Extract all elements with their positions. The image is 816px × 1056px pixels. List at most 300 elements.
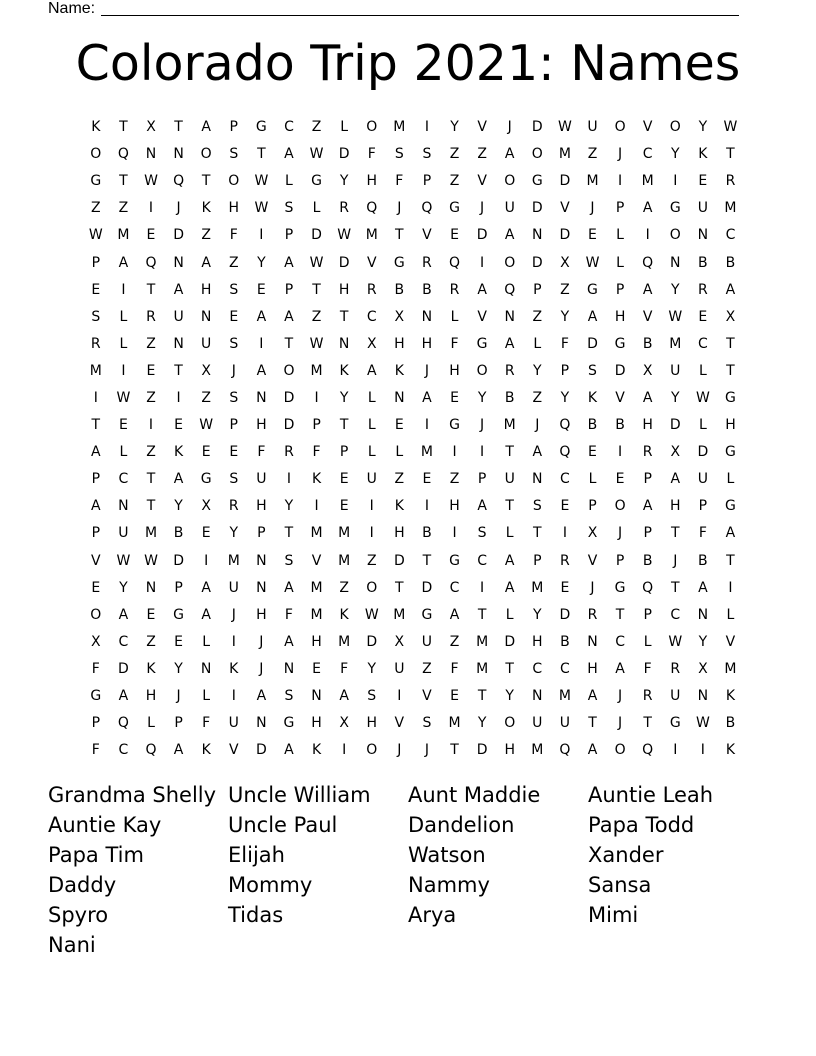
grid-letter: A [256, 688, 267, 705]
grid-row [82, 114, 745, 141]
grid-letter: P [91, 715, 101, 732]
grid-letter: A [118, 688, 129, 705]
grid-letter: U [670, 362, 681, 379]
grid-letter: U [504, 471, 515, 488]
grid-letter: S [284, 200, 294, 217]
grid-letter: X [725, 308, 736, 325]
grid-letter: I [148, 417, 154, 434]
grid-row [82, 439, 745, 466]
grid-letter: L [533, 335, 542, 352]
grid-letter: P [284, 281, 294, 298]
grid-letter: K [725, 688, 736, 705]
grid-letter: J [618, 688, 623, 705]
word-list-item: Uncle Paul [228, 813, 338, 837]
grid-letter: I [148, 200, 154, 217]
grid-letter: I [424, 417, 429, 434]
grid-letter: M [338, 552, 351, 569]
grid-letter: G [393, 254, 405, 271]
grid-row [82, 737, 745, 764]
grid-letter: O [366, 119, 378, 136]
grid-row [82, 358, 745, 385]
grid-letter: W [254, 173, 269, 190]
grid-letter: D [173, 227, 184, 244]
grid-letter: I [121, 281, 126, 298]
grid-letter: F [284, 606, 293, 623]
grid-letter: O [614, 742, 626, 759]
grid-letter: J [397, 742, 402, 759]
grid-letter: T [477, 688, 487, 705]
grid-letter: P [91, 525, 101, 542]
grid-letter: Q [559, 742, 571, 759]
grid-letter: Y [560, 389, 570, 406]
grid-letter: M [531, 579, 544, 596]
grid-row [82, 168, 745, 195]
grid-letter: I [480, 254, 485, 271]
grid-letter: G [449, 417, 460, 434]
grid-letter: K [91, 119, 101, 136]
grid-letter: X [560, 254, 570, 271]
grid-letter: P [174, 579, 183, 596]
word-list-item: Dandelion [408, 813, 515, 837]
grid-letter: U [421, 633, 433, 650]
grid-letter: S [229, 471, 239, 488]
grid-letter: G [614, 335, 626, 352]
grid-letter: A [642, 498, 653, 515]
grid-letter: M [476, 660, 489, 677]
grid-letter: P [229, 119, 238, 136]
grid-letter: L [119, 444, 128, 461]
grid-letter: R [90, 335, 101, 352]
grid-letter: D [697, 444, 709, 461]
grid-letter: N [173, 254, 184, 271]
grid-letter: T [615, 606, 625, 623]
grid-letter: D [476, 227, 488, 244]
grid-letter: M [641, 173, 654, 190]
grid-letter: T [505, 498, 514, 515]
grid-letter: H [256, 417, 267, 434]
grid-letter: P [339, 444, 349, 461]
grid-letter: Q [145, 742, 157, 759]
grid-letter: T [505, 444, 514, 461]
grid-letter: A [201, 254, 211, 271]
grid-letter: T [643, 715, 652, 732]
grid-letter: H [145, 688, 157, 705]
grid-letter: S [532, 498, 542, 515]
grid-letter: P [91, 471, 101, 488]
grid-letter: N [338, 335, 350, 352]
grid-letter: Q [559, 417, 571, 434]
grid-letter: T [395, 227, 404, 244]
grid-letter: G [449, 552, 460, 569]
grid-letter: M [89, 362, 102, 379]
grid-letter: S [284, 552, 294, 569]
grid-letter: P [533, 281, 542, 298]
grid-letter: R [449, 281, 460, 298]
grid-letter: D [476, 742, 488, 759]
grid-letter: M [503, 417, 516, 434]
grid-letter: W [254, 200, 269, 217]
grid-letter: N [256, 389, 267, 406]
grid-letter: A [504, 335, 515, 352]
grid-letter: N [173, 335, 184, 352]
grid-letter: A [449, 606, 460, 623]
grid-letter: P [422, 173, 432, 190]
grid-letter: Z [449, 471, 460, 488]
grid-letter: H [670, 498, 681, 515]
grid-letter: N [118, 498, 129, 515]
grid-letter: Z [339, 579, 349, 596]
grid-letter: P [91, 254, 101, 271]
grid-letter: F [450, 335, 459, 352]
word-list-item: Papa Tim [48, 843, 144, 867]
grid-letter: V [725, 633, 736, 650]
grid-letter: E [560, 579, 570, 596]
grid-letter: T [670, 525, 680, 542]
grid-letter: C [118, 471, 129, 488]
grid-letter: G [531, 173, 543, 190]
grid-letter: T [533, 525, 542, 542]
grid-letter: O [476, 362, 488, 379]
grid-letter: A [698, 579, 708, 596]
grid-letter: K [339, 606, 349, 623]
grid-letter: L [202, 688, 211, 705]
grid-letter: B [642, 335, 653, 352]
grid-letter: G [614, 579, 626, 596]
grid-letter: R [228, 498, 239, 515]
grid-row [82, 575, 745, 602]
grid-letter: Y [505, 688, 514, 705]
grid-letter: L [340, 119, 349, 136]
grid-letter: R [560, 552, 570, 569]
grid-letter: I [231, 688, 236, 705]
grid-letter: D [173, 552, 184, 569]
grid-letter: H [504, 742, 515, 759]
grid-letter: S [91, 308, 101, 325]
grid-letter: A [642, 200, 653, 217]
grid-letter: E [339, 498, 349, 515]
grid-letter: O [200, 146, 212, 163]
grid-letter: G [449, 200, 460, 217]
grid-letter: P [615, 200, 625, 217]
grid-letter: T [395, 579, 404, 596]
grid-letter: I [286, 471, 292, 488]
grid-letter: L [367, 417, 376, 434]
grid-letter: D [559, 227, 571, 244]
grid-letter: F [340, 660, 349, 677]
grid-letter: L [505, 606, 514, 623]
grid-letter: L [505, 525, 514, 542]
grid-letter: D [393, 552, 405, 569]
grid-letter: A [284, 742, 294, 759]
grid-letter: K [587, 389, 598, 406]
grid-letter: V [587, 552, 598, 569]
grid-letter: M [669, 335, 682, 352]
grid-letter: J [535, 417, 540, 434]
grid-letter: M [724, 200, 737, 217]
grid-letter: F [560, 335, 569, 352]
grid-letter: E [394, 417, 404, 434]
grid-letter: I [452, 444, 457, 461]
grid-letter: C [118, 633, 129, 650]
grid-letter: Z [228, 254, 239, 271]
grid-letter: T [726, 335, 735, 352]
grid-letter: K [698, 146, 708, 163]
grid-letter: D [531, 200, 543, 217]
grid-letter: F [91, 660, 100, 677]
grid-letter: T [91, 417, 101, 434]
grid-letter: A [532, 444, 543, 461]
grid-letter: L [698, 362, 707, 379]
grid-letter: B [698, 552, 708, 569]
grid-row [82, 385, 745, 412]
grid-letter: T [119, 119, 128, 136]
grid-letter: E [229, 444, 239, 461]
grid-letter: T [284, 525, 294, 542]
grid-letter: P [643, 606, 652, 623]
grid-letter: B [698, 254, 708, 271]
grid-letter: O [504, 715, 516, 732]
grid-letter: W [668, 633, 683, 650]
grid-letter: U [256, 471, 267, 488]
grid-letter: Y [229, 525, 239, 542]
grid-letter: M [558, 688, 571, 705]
grid-letter: Z [422, 660, 432, 677]
grid-letter: C [118, 742, 129, 759]
grid-letter: Z [532, 308, 543, 325]
grid-letter: L [450, 308, 459, 325]
grid-letter: K [201, 742, 211, 759]
grid-letter: T [670, 579, 680, 596]
grid-letter: J [397, 200, 402, 217]
grid-letter: J [176, 200, 181, 217]
grid-letter: L [285, 173, 293, 190]
grid-letter: H [449, 498, 460, 515]
grid-letter: L [726, 606, 735, 623]
grid-letter: F [202, 715, 211, 732]
grid-letter: L [726, 471, 735, 488]
grid-letter: S [588, 362, 597, 379]
grid-letter: W [116, 389, 131, 406]
grid-letter: F [91, 742, 100, 759]
grid-letter: E [698, 173, 708, 190]
grid-letter: O [90, 606, 102, 623]
grid-letter: K [725, 742, 736, 759]
grid-letter: I [369, 498, 374, 515]
grid-letter: T [339, 308, 349, 325]
grid-letter: K [146, 660, 156, 677]
grid-letter: L [616, 254, 624, 271]
grid-letter: N [532, 688, 543, 705]
grid-letter: K [173, 444, 184, 461]
word-list-item: Mommy [228, 873, 313, 897]
grid-letter: E [146, 362, 156, 379]
grid-letter: Y [670, 281, 680, 298]
grid-letter: T [146, 498, 156, 515]
grid-letter: I [369, 525, 374, 542]
grid-letter: T [422, 552, 432, 569]
grid-letter: Z [477, 146, 487, 163]
grid-letter: I [700, 742, 705, 759]
grid-letter: J [673, 552, 678, 569]
grid-letter: N [532, 227, 543, 244]
grid-letter: R [366, 281, 377, 298]
grid-letter: J [618, 525, 623, 542]
grid-letter: I [562, 525, 567, 542]
grid-letter: W [199, 417, 214, 434]
grid-letter: I [176, 389, 181, 406]
grid-letter: D [366, 633, 378, 650]
grid-letter: E [339, 471, 349, 488]
grid-letter: V [91, 552, 101, 569]
grid-letter: P [229, 417, 238, 434]
grid-letter: H [532, 633, 543, 650]
grid-letter: O [366, 579, 378, 596]
grid-letter: O [669, 119, 681, 136]
grid-letter: S [229, 335, 239, 352]
grid-letter: U [118, 525, 129, 542]
grid-letter: W [309, 146, 324, 163]
grid-letter: Y [367, 660, 377, 677]
grid-letter: N [697, 606, 709, 623]
grid-letter: P [174, 715, 183, 732]
grid-letter: B [615, 417, 625, 434]
grid-letter: K [311, 471, 322, 488]
grid-letter: E [91, 579, 101, 596]
grid-letter: H [200, 281, 212, 298]
grid-row [82, 222, 745, 249]
grid-letter: R [587, 606, 598, 623]
grid-letter: C [560, 660, 570, 677]
grid-letter: A [504, 579, 515, 596]
grid-letter: O [366, 742, 378, 759]
grid-letter: P [588, 498, 597, 515]
grid-letter: U [504, 200, 515, 217]
grid-letter: I [259, 227, 264, 244]
grid-letter: D [559, 606, 571, 623]
grid-letter: T [505, 660, 514, 677]
grid-letter: Y [450, 119, 459, 136]
grid-letter: O [504, 254, 516, 271]
grid-letter: S [477, 525, 487, 542]
grid-letter: D [587, 335, 598, 352]
word-search-grid [82, 114, 745, 764]
grid-letter: G [173, 606, 184, 623]
grid-letter: N [532, 471, 543, 488]
grid-letter: A [366, 362, 377, 379]
grid-letter: L [202, 633, 211, 650]
grid-letter: A [91, 498, 101, 515]
grid-letter: A [201, 119, 211, 136]
grid-letter: J [259, 660, 264, 677]
grid-letter: J [231, 606, 236, 623]
grid-letter: Q [504, 281, 516, 298]
grid-letter: X [201, 362, 211, 379]
grid-letter: G [587, 281, 598, 298]
grid-letter: X [339, 715, 349, 732]
grid-letter: P [698, 498, 708, 515]
grid-letter: V [560, 200, 570, 217]
grid-letter: N [256, 552, 267, 569]
grid-letter: L [147, 715, 155, 732]
grid-letter: U [587, 119, 598, 136]
grid-letter: L [588, 471, 597, 488]
grid-row [82, 656, 745, 683]
grid-letter: K [394, 362, 404, 379]
grid-letter: R [284, 444, 294, 461]
grid-letter: N [283, 660, 295, 677]
grid-letter: X [698, 660, 708, 677]
grid-letter: G [725, 389, 736, 406]
grid-letter: Z [394, 471, 405, 488]
grid-letter: V [642, 119, 653, 136]
grid-letter: V [615, 389, 625, 406]
grid-letter: P [643, 471, 652, 488]
grid-letter: Z [201, 389, 211, 406]
grid-letter: Z [449, 173, 460, 190]
grid-letter: J [590, 579, 595, 596]
grid-letter: I [314, 498, 319, 515]
grid-letter: X [394, 308, 405, 325]
grid-letter: E [174, 633, 183, 650]
grid-letter: H [256, 606, 267, 623]
grid-letter: N [200, 660, 212, 677]
page-title: Colorado Trip 2021: Names [75, 35, 741, 92]
grid-letter: E [229, 308, 239, 325]
grid-letter: W [337, 227, 352, 244]
grid-letter: L [616, 227, 624, 244]
grid-letter: U [697, 471, 708, 488]
grid-row [82, 331, 745, 358]
grid-row [82, 466, 745, 493]
grid-letter: X [670, 444, 681, 461]
grid-letter: N [311, 688, 322, 705]
grid-letter: A [118, 606, 129, 623]
grid-letter: Q [642, 742, 654, 759]
word-list-item: Uncle William [228, 783, 371, 807]
grid-letter: M [476, 633, 489, 650]
grid-letter: S [229, 389, 239, 406]
grid-letter: A [422, 389, 432, 406]
grid-letter: I [424, 119, 429, 136]
grid-row [82, 141, 745, 168]
grid-letter: H [228, 200, 240, 217]
grid-letter: K [201, 200, 211, 217]
grid-row [82, 520, 745, 547]
grid-letter: L [367, 389, 376, 406]
grid-letter: I [480, 444, 485, 461]
grid-letter: U [394, 660, 405, 677]
word-list-item: Daddy [48, 873, 117, 897]
grid-letter: R [642, 444, 653, 461]
grid-letter: G [200, 471, 212, 488]
grid-letter: Z [146, 444, 156, 461]
grid-letter: G [283, 715, 295, 732]
grid-letter: E [91, 281, 101, 298]
grid-letter: U [559, 715, 571, 732]
grid-letter: J [231, 362, 236, 379]
grid-letter: N [421, 308, 433, 325]
grid-letter: X [91, 633, 101, 650]
grid-letter: J [259, 633, 264, 650]
grid-letter: Y [560, 308, 570, 325]
grid-letter: A [284, 633, 294, 650]
grid-letter: E [312, 660, 321, 677]
grid-row [82, 277, 745, 304]
grid-letter: S [229, 146, 239, 163]
grid-letter: P [560, 362, 570, 379]
grid-letter: H [642, 417, 653, 434]
grid-letter: A [256, 308, 267, 325]
